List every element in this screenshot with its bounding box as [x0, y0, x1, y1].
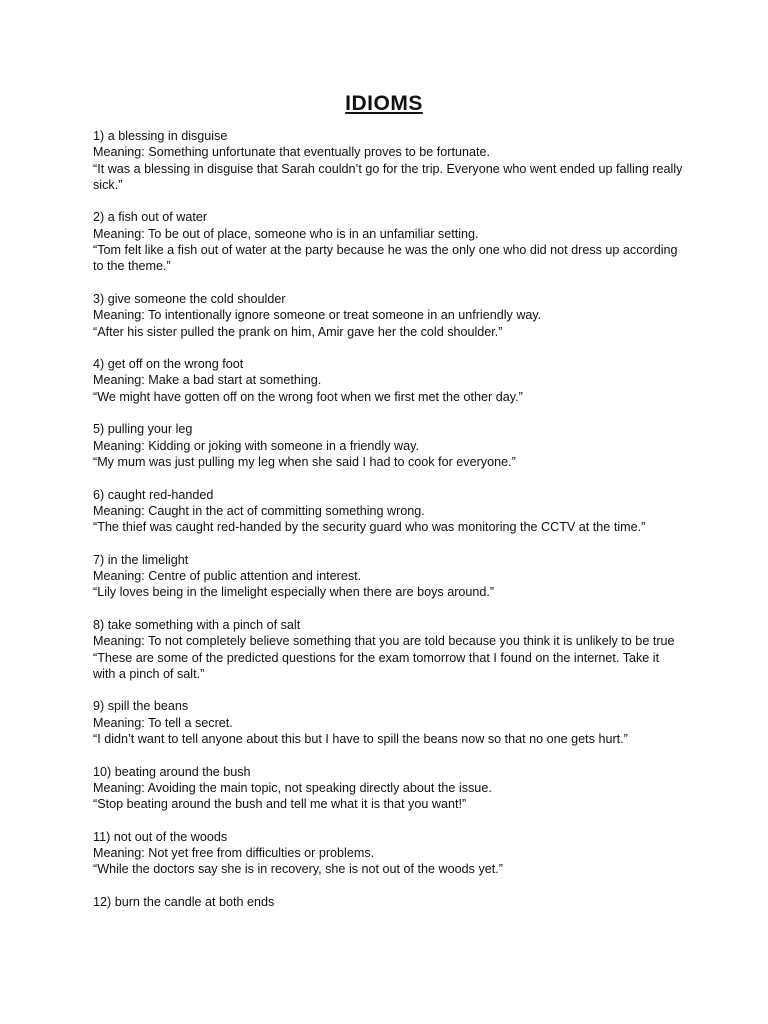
idiom-meaning: Meaning: Centre of public attention and interest.	[93, 569, 362, 584]
idiom-heading: 9) spill the beans	[93, 699, 189, 714]
idiom-meaning: Meaning: Something unfortunate that eventually proves to be fortunate.	[93, 145, 490, 160]
idiom-heading: 7) in the limelight	[93, 552, 189, 567]
idiom-heading: 5) pulling your leg	[93, 422, 193, 437]
idiom-heading: 6) caught red-handed	[93, 487, 214, 502]
idiom-example: “The thief was caught red-handed by the security guard who was monitoring the CCTV at the time.”	[93, 520, 646, 535]
idiom-meaning: Meaning: Avoiding the main topic, not speaking directly about the issue.	[93, 780, 492, 795]
idiom-entry-1	[93, 128, 683, 193]
idiom-meaning: Meaning: Kidding or joking with someone in a friendly way.	[93, 438, 419, 453]
idiom-example: “I didn’t want to tell anyone about this but I have to spill the beans now so that no one gets hurt.”	[93, 731, 628, 746]
idiom-entry-3	[93, 291, 683, 340]
idiom-entry-11	[93, 829, 683, 878]
idiom-heading: 8) take something with a pinch of salt	[93, 617, 301, 632]
idiom-meaning: Meaning: Make a bad start at something.	[93, 373, 322, 388]
idiom-heading: 2) a fish out of water	[93, 210, 208, 225]
idiom-example: “Tom felt like a fish out of water at the party because he was the only one who did not dress up according to the theme.”	[93, 243, 678, 274]
idiom-example: “Lily loves being in the limelight especially when there are boys around.”	[93, 585, 495, 600]
idiom-meaning: Meaning: To be out of place, someone who is in an unfamiliar setting.	[93, 226, 479, 241]
idiom-list	[93, 128, 683, 927]
idiom-meaning: Meaning: To intentionally ignore someone or treat someone in an unfriendly way.	[93, 308, 542, 323]
idiom-heading: 3) give someone the cold shoulder	[93, 291, 286, 306]
idiom-meaning: Meaning: To tell a secret.	[93, 715, 233, 730]
page-title: IDIOMS	[345, 92, 423, 115]
idiom-entry-10	[93, 764, 683, 813]
idiom-heading: 4) get off on the wrong foot	[93, 357, 244, 372]
idiom-example: “My mum was just pulling my leg when she said I had to cook for everyone.”	[93, 454, 516, 469]
idiom-entry-4	[93, 356, 683, 405]
idiom-entry-9	[93, 698, 683, 747]
idiom-entry-6	[93, 487, 683, 536]
idiom-entry-2	[93, 209, 683, 274]
idiom-heading: 10) beating around the bush	[93, 764, 251, 779]
idiom-example: “Stop beating around the bush and tell me what it is that you want!”	[93, 797, 467, 812]
idiom-example: “These are some of the predicted questions for the exam tomorrow that I found on the internet. Take it with a pinch of salt.”	[93, 650, 660, 681]
idiom-entry-8	[93, 617, 683, 682]
idiom-meaning: Meaning: Caught in the act of committing something wrong.	[93, 503, 425, 518]
idiom-entry-5	[93, 421, 683, 470]
idiom-example: “While the doctors say she is in recovery, she is not out of the woods yet.”	[93, 862, 503, 877]
idiom-example: “After his sister pulled the prank on him, Amir gave her the cold shoulder.”	[93, 324, 503, 339]
idiom-example: “It was a blessing in disguise that Sarah couldn’t go for the trip. Everyone who went ended up falling really sick.”	[93, 161, 683, 192]
idiom-entry-7	[93, 552, 683, 601]
idiom-heading: 12) burn the candle at both ends	[93, 894, 275, 909]
idiom-example: “We might have gotten off on the wrong foot when we first met the other day.”	[93, 389, 523, 404]
idiom-meaning: Meaning: To not completely believe something that you are told because you think it is unlikely to be true	[93, 634, 675, 649]
idiom-meaning: Meaning: Not yet free from difficulties or problems.	[93, 846, 375, 861]
idiom-heading: 11) not out of the woods	[93, 829, 228, 844]
idiom-heading: 1) a blessing in disguise	[93, 129, 228, 143]
idiom-entry-12	[93, 894, 683, 910]
